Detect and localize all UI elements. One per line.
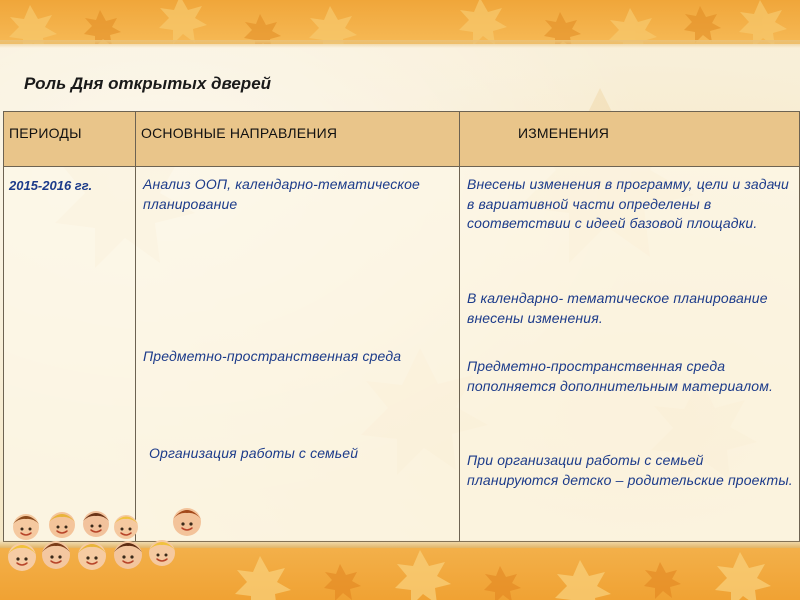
- table-row: [4, 167, 800, 542]
- header-directions: [136, 112, 460, 167]
- slide-title: Роль Дня открытых дверей: [24, 74, 272, 93]
- direction-item: Анализ ООП, календарно-тематическое планирование: [143, 176, 420, 212]
- top-decorative-band: [0, 0, 800, 44]
- change-item: Предметно-пространственная среда пополняется дополнительным материалом.: [467, 358, 773, 394]
- changes-cell: [460, 167, 800, 542]
- header-directions-label: ОСНОВНЫЕ НАПРАВЛЕНИЯ: [141, 125, 338, 141]
- direction-item: Организация работы с семьей: [149, 445, 359, 461]
- header-changes-label: ИЗМЕНЕНИЯ: [518, 125, 610, 141]
- header-periods-label: ПЕРИОДЫ: [9, 125, 82, 141]
- change-item: В календарно- тематическое планирование внесены изменения.: [467, 290, 768, 326]
- period-value: 2015-2016 гг.: [9, 178, 93, 193]
- directions-cell: [136, 167, 460, 542]
- direction-item: Предметно-пространственная среда: [143, 348, 402, 364]
- autumn-leaves-icon: [0, 0, 800, 44]
- children-faces-icon: [0, 505, 215, 585]
- period-cell: [4, 167, 136, 542]
- change-item: При организации работы с семьей планируются детско – родительские проекты.: [467, 452, 793, 488]
- change-item: Внесены изменения в программу, цели и задачи в вариативной части определены в соответствии с идеей базовой площадки.: [467, 176, 789, 231]
- table-header-row: [4, 112, 800, 167]
- top-band-shadow: [0, 40, 800, 48]
- header-periods: [4, 112, 136, 167]
- periods-table: [3, 111, 800, 542]
- header-changes: [460, 112, 800, 167]
